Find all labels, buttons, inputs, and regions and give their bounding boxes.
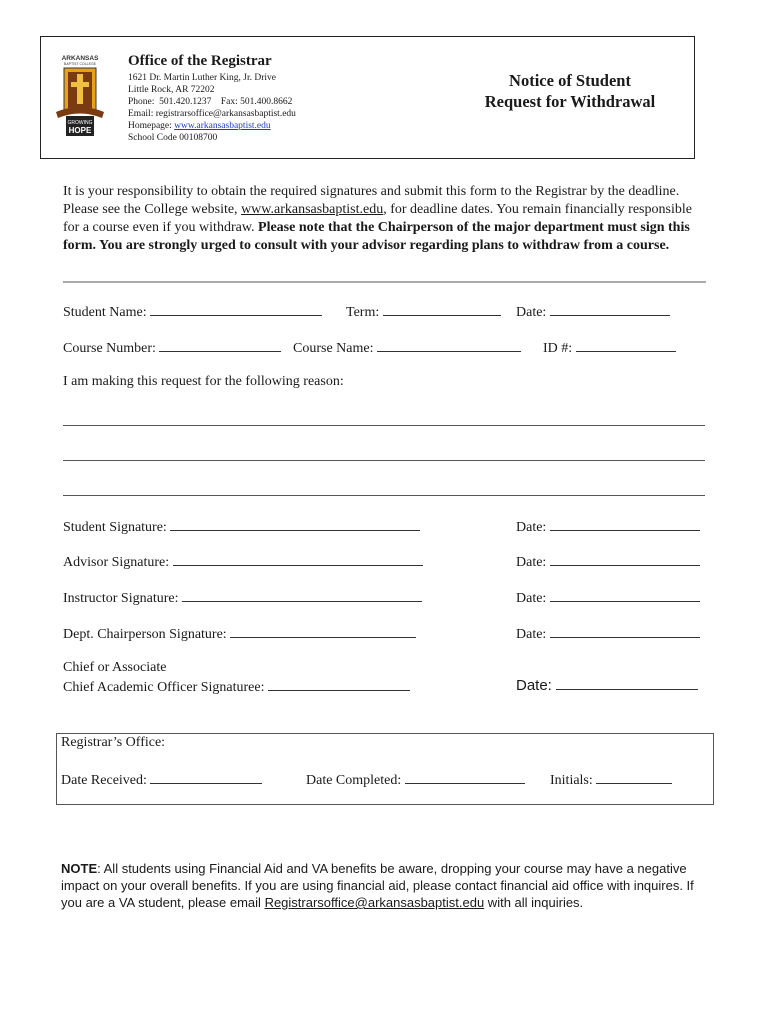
id-line[interactable]	[576, 339, 676, 352]
date-label: Date:	[516, 591, 547, 606]
instructor-signature-field[interactable]	[63, 589, 422, 607]
initials-line[interactable]	[596, 771, 672, 784]
date-label: Date:	[516, 677, 552, 694]
reason-line[interactable]	[63, 425, 705, 426]
intro-text: , for deadline dates. You remain financially responsible for a course even if you withdraw.	[63, 202, 692, 235]
date-field[interactable]	[516, 589, 700, 607]
date-line[interactable]	[550, 625, 700, 638]
student-name-line[interactable]	[150, 303, 322, 316]
svg-text:ARKANSAS: ARKANSAS	[61, 55, 99, 62]
date-field[interactable]	[516, 677, 698, 694]
note-text: : All students using Financial Aid and VA benefits be aware, dropping your course may have a negative impact on your overall benefits. If you are using financial aid, please contact financial aid office with inquires. If you are a VA student, please email	[61, 861, 694, 910]
date-label: Date:	[516, 555, 547, 570]
signature-line[interactable]	[230, 625, 416, 638]
date-field[interactable]	[516, 553, 700, 571]
reason-line[interactable]	[63, 460, 705, 461]
date-completed-line[interactable]	[405, 771, 525, 784]
school-code: School Code 00108700	[128, 133, 218, 143]
date-line[interactable]	[556, 677, 698, 690]
student-signature-field[interactable]	[63, 518, 420, 536]
signature-line[interactable]	[182, 589, 422, 602]
note-paragraph	[61, 860, 711, 911]
homepage-line	[128, 120, 271, 132]
term-label: Term:	[346, 305, 380, 320]
date-field[interactable]	[516, 303, 670, 321]
form-title-line1: Notice of Student	[509, 71, 631, 90]
course-number-label: Course Number:	[63, 341, 156, 356]
date-line[interactable]	[550, 518, 700, 531]
date-received-line[interactable]	[150, 771, 262, 784]
note-text: with all inquiries.	[484, 895, 584, 910]
student-name-field[interactable]	[63, 303, 322, 321]
intro-text: It is your responsibility to obtain the required signatures and submit this form to the Registrar by the deadline. Please see the College website,	[63, 184, 680, 217]
address-line: 1621 Dr. Martin Luther King, Jr. Drive	[128, 73, 277, 83]
form-title-line2: Request for Withdrawal	[484, 92, 656, 111]
chairperson-signature-field[interactable]	[63, 625, 416, 643]
website-link[interactable]: www.arkansasbaptist.edu	[241, 202, 384, 217]
chief-signature-label: Chief Academic Officer Signaturee:	[63, 680, 265, 695]
registrar-title: Registrar’s Office:	[61, 735, 166, 750]
advisor-signature-label: Advisor Signature:	[63, 555, 170, 570]
initials-field[interactable]	[550, 771, 672, 789]
instructor-signature-label: Instructor Signature:	[63, 591, 179, 606]
signature-line[interactable]	[268, 678, 410, 691]
svg-text:GROWING: GROWING	[67, 120, 93, 126]
divider	[63, 281, 706, 283]
reason-line[interactable]	[63, 495, 705, 496]
date-line[interactable]	[550, 553, 700, 566]
phone-fax: Phone: 501.420.1237 Fax: 501.400.8662	[128, 97, 293, 107]
date-completed-label: Date Completed:	[306, 773, 402, 788]
note-email-link[interactable]: Registrarsoffice@arkansasbaptist.edu	[264, 895, 485, 910]
date-label: Date:	[516, 627, 547, 642]
advisor-signature-field[interactable]	[63, 553, 423, 571]
course-name-field[interactable]	[293, 339, 521, 357]
signature-line[interactable]	[170, 518, 420, 531]
date-label: Date:	[516, 520, 547, 535]
note-label: NOTE	[61, 861, 98, 876]
date-field[interactable]	[516, 625, 700, 643]
student-signature-label: Student Signature:	[63, 520, 167, 535]
org-title: Office of the Registrar	[128, 53, 272, 69]
reason-prompt: I am making this request for the following reason:	[63, 374, 344, 389]
date-completed-field[interactable]	[306, 771, 525, 789]
intro-bold-text: Please note that the Chairperson of the major department must sign this form. You are strongly urged to consult with your advisor regarding plans to withdraw from a course.	[63, 220, 690, 253]
date-line[interactable]	[550, 303, 670, 316]
initials-label: Initials:	[550, 773, 593, 788]
intro-paragraph	[63, 183, 703, 255]
chief-signature-field[interactable]	[63, 678, 410, 696]
id-label: ID #:	[543, 341, 573, 356]
id-field[interactable]	[543, 339, 676, 357]
homepage-label: Homepage:	[128, 121, 175, 131]
course-name-label: Course Name:	[293, 341, 374, 356]
term-field[interactable]	[346, 303, 501, 321]
course-number-field[interactable]	[63, 339, 281, 357]
college-logo	[52, 52, 108, 140]
date-line[interactable]	[550, 589, 700, 602]
svg-text:BAPTIST COLLEGE: BAPTIST COLLEGE	[63, 62, 97, 66]
date-field[interactable]	[516, 518, 700, 536]
term-line[interactable]	[383, 303, 501, 316]
form-title	[470, 70, 670, 112]
course-number-line[interactable]	[159, 339, 281, 352]
course-name-line[interactable]	[377, 339, 521, 352]
address-line: Little Rock, AR 72202	[128, 85, 215, 95]
homepage-link[interactable]: www.arkansasbaptist.edu	[174, 121, 271, 131]
chief-label-line1: Chief or Associate	[63, 660, 167, 675]
student-name-label: Student Name:	[63, 305, 147, 320]
date-received-field[interactable]	[61, 771, 262, 789]
signature-line[interactable]	[173, 553, 423, 566]
email-line: Email: registrarsoffice@arkansasbaptist.edu	[128, 109, 296, 119]
date-received-label: Date Received:	[61, 773, 147, 788]
date-label: Date:	[516, 305, 547, 320]
chairperson-signature-label: Dept. Chairperson Signature:	[63, 627, 227, 642]
svg-text:HOPE: HOPE	[68, 126, 92, 135]
